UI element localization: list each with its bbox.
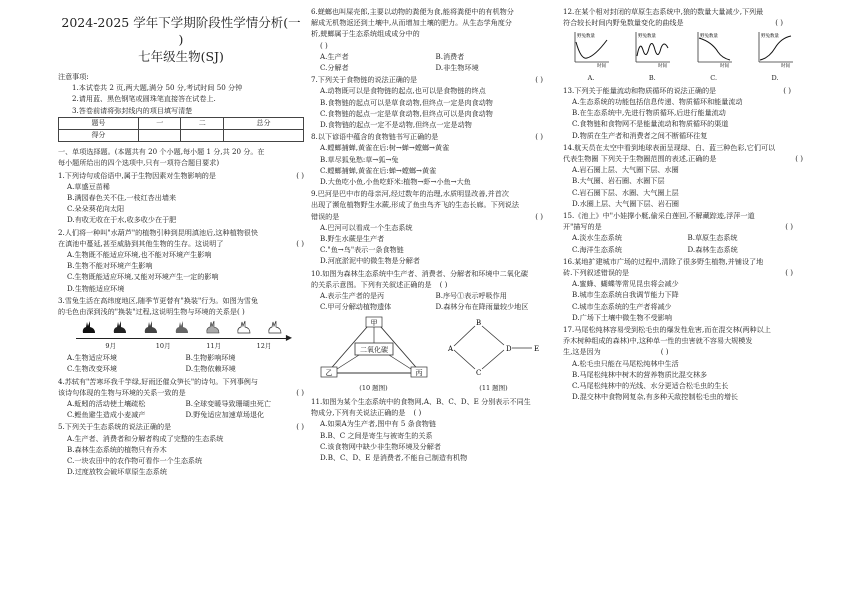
option: D.森林分布在降雨量较少地区: [435, 302, 529, 312]
note-item: 1.本试卷共 2 页,两大题,满分 50 分,考试时间 50 分钟: [72, 83, 243, 93]
graph-options: [563, 28, 803, 83]
option: A.表示生产者的是丙: [320, 291, 385, 301]
node-label: 乙: [325, 369, 332, 378]
question-9: 9.巴河是巴中市的母亲河,经过数年的治理,水质明显改善,并首次: [311, 189, 509, 199]
hare-icon: [235, 320, 253, 334]
question-15-cont: 开"描写的是 ( ): [563, 222, 793, 232]
notes-heading: 注意事项:: [58, 72, 89, 81]
question-11: 11.如图为某个生态系统中的食物网,A、B、C、D、E 分别表示不同生: [311, 396, 531, 406]
figure-caption: (10 题图): [359, 383, 388, 392]
question-17: 17.马尾松纯林容易受到松毛虫的爆发性危害,而在混交林(两种以上: [563, 325, 771, 335]
options-2col: [563, 232, 803, 254]
option: C.食物链的起点一定是草食动物,但终点可以是肉食动物: [320, 108, 493, 118]
option: A.生产者: [320, 51, 349, 61]
hare-icon: [80, 320, 98, 334]
graph-letter: C.: [710, 73, 718, 82]
question-6-cont: 析,蜣螂属于生态系统组成成分中的: [311, 29, 420, 39]
options-2col: [311, 290, 551, 312]
option: B.草尽狐兔愁:草→狐→兔: [320, 154, 399, 164]
option: A.巴河可以看成一个生态系统: [320, 222, 413, 232]
hare-icon: [111, 320, 129, 334]
question-6-cont: 解成无机物返还到土壤中,从而增加土壤的肥力。从生态学角度分: [311, 18, 512, 28]
option: D.B、C、D、E 是消费者,不能自己制造有机物: [320, 452, 468, 462]
section-heading: 一、单项选择题。(本题共有 20 个小题,每小题 1 分,共 20 分。在: [58, 147, 265, 157]
option: D.森林生态系统: [687, 244, 738, 254]
option: B.草原生态系统: [687, 233, 738, 243]
option: C.生物改变环境: [67, 364, 117, 374]
option: D.大鱼吃小鱼,小鱼吃虾米:植物→虾→小鱼→大鱼: [320, 177, 471, 187]
question-10: 10.如图为森林生态系统中生产者、消费者、分解者和环境中二氧化碳: [311, 268, 528, 278]
option: A.生产者、消费者和分解者构成了完整的生态系统: [67, 433, 224, 443]
svg-text:时间: 时间: [780, 64, 790, 69]
question-5: 5.下列关于生态系统的说法正确的是 ( ): [58, 422, 304, 432]
score-cell[interactable]: [224, 130, 304, 142]
exam-title: 2024-2025 学年下学期阶段性学情分析(一 ): [61, 15, 301, 47]
option: D.河底淤泥中的微生物是分解者: [320, 256, 420, 266]
score-header: 题号: [59, 117, 139, 129]
node-label: B: [475, 319, 481, 328]
column-2: [311, 6, 551, 463]
option: C.甲可分解动植物遗体: [320, 302, 392, 312]
curve-graph: [632, 30, 672, 68]
option: A.草盛豆苗稀: [67, 181, 110, 191]
month-label: 11月: [206, 342, 221, 351]
option: A.岩石圈上层、大气圈下层、水圈: [572, 165, 679, 175]
question-6: 6.蜣螂也叫屎壳郎,主要以动物的粪便为食,能将粪便中的有机物分: [311, 7, 514, 16]
figure-caption: (11 题图): [479, 383, 508, 392]
option: B.B、C 之间是寄生与被寄生的关系: [320, 430, 433, 440]
option: A.生物适应环境: [67, 353, 117, 363]
option: C.鲣鱼避生造成小麦减产: [67, 410, 146, 420]
option: B.在生态系统中,先进行物质循环,后进行能量流动: [572, 108, 726, 118]
figure-11: [444, 315, 544, 393]
timeline: [76, 333, 292, 351]
carbon-cycle-diagram: [319, 315, 429, 379]
question-2-cont: 在滇池中蔓延,甚至威胁到其他生物的生存。这说明了 ( ): [58, 238, 304, 248]
option: C.一块农田中的农作物可看作一个生态系统: [67, 456, 203, 466]
node-label: 丙: [415, 369, 422, 378]
option: C.海洋生态系统: [572, 244, 622, 254]
option: D.过度放牧会破坏草原生态系统: [67, 467, 167, 477]
option: A.蜜蜂、蝴蝶等常见昆虫将会减少: [572, 279, 679, 289]
hare-icon: [173, 320, 191, 334]
option: B.生物不能对环境产生影响: [67, 261, 153, 271]
option: C.螳螂捕蝉,黄雀在后:蝉→螳螂→黄雀: [320, 165, 437, 175]
month-label: 10月: [155, 342, 171, 351]
option: B.马尾松纯林中树木的营养物质比混交林多: [572, 369, 708, 379]
question-16-cont: 砖.下列叙述错误的是 ( ): [563, 268, 793, 278]
option: A.生态系统的功能包括信息传递、物质循环和能量流动: [572, 97, 743, 107]
options-2col: [311, 51, 551, 73]
option: D.广场下土壤中微生物不受影响: [572, 312, 672, 322]
question-8: 8.以下谚语中蕴含的食物链书写正确的是 ( ): [311, 132, 543, 142]
question-4: 4.苏轼有"苦寒坏我千竽绿,好雨还催众笋长"的诗句。下列事例与: [58, 376, 258, 386]
option: C.分解者: [320, 63, 349, 73]
option: C.食物链和食物网不是能量流动和物质循环的渠道: [572, 119, 729, 129]
graph-d: [755, 30, 795, 83]
answer-bracket: ( ): [320, 40, 328, 50]
option: A.螳螂捕蝉,黄雀在后:树→蝉→螳螂→黄雀: [320, 143, 450, 153]
figures-10-11: [311, 315, 551, 393]
svg-text:野兔数量: 野兔数量: [699, 34, 718, 40]
svg-text:时间: 时间: [597, 64, 606, 69]
arrow-right-icon: ▶: [285, 333, 292, 343]
question-1: 1.下列诗句或俗语中,属于生物因素对生物影响的是 ( ): [58, 170, 304, 180]
option: D.生物依赖环境: [185, 364, 236, 374]
node-label: C: [475, 369, 481, 378]
figure-10: [319, 315, 429, 393]
option: A.淡水生态系统: [572, 233, 622, 243]
graph-letter: B.: [648, 73, 656, 82]
node-label: D: [505, 345, 512, 354]
options-2col: [58, 352, 304, 374]
option: B.满园春色关不住,一枝红杏出墙来: [67, 193, 177, 203]
score-cell[interactable]: [138, 130, 181, 142]
option: A.如果A为生产者,图中有 5 条食物链: [320, 419, 436, 429]
score-header: 二: [181, 117, 224, 129]
graph-a: [571, 30, 611, 83]
graph-letter: A.: [587, 73, 595, 82]
question-14: 14.航天员在太空中看到地球表面呈现绿、白、蓝三种色彩,它们可以: [563, 142, 776, 152]
svg-text:野兔数量: 野兔数量: [638, 34, 657, 40]
hare-icon: [266, 320, 284, 334]
co2-label: 二氧化碳: [359, 346, 388, 355]
hare-figure: [58, 320, 304, 334]
option: C.生物既能适应环境,又能对环境产生一定的影响: [67, 272, 219, 282]
hare-icon: [142, 320, 160, 334]
node-label: E: [533, 345, 539, 354]
option: D.食物链的起点一定不是动物,但终点一定是动物: [320, 120, 472, 130]
question-9-cont: 错误的是 ( ): [311, 211, 543, 221]
option: C.朵朵葵花向太阳: [67, 204, 125, 214]
question-13: 13.下列关于能量流动和物质循环的说法正确的是 ( ): [563, 85, 791, 95]
option: B.大气圈、岩石圈、水圈下层: [572, 176, 665, 186]
option: C."鱼→鸟"表示一条食物链: [320, 245, 404, 255]
question-3: 3.雪兔生活在高纬度地区,随季节更替有"换装"行为。如图为雪兔: [58, 295, 258, 305]
graph-b: [632, 30, 672, 83]
option: B.生物影响环境: [185, 353, 236, 363]
score-header: 总分: [224, 117, 304, 129]
option: B.森林生态系统的植物只有乔木: [67, 444, 167, 454]
option: A.动物既可以是食物链的起点,也可以是食物链的终点: [320, 86, 486, 96]
svg-text:时间: 时间: [719, 64, 729, 69]
curve-graph: [755, 30, 795, 68]
score-row-label: 得分: [59, 130, 139, 142]
option: A.蚯蚓的活动使土壤疏松: [67, 399, 146, 409]
score-header: 一: [138, 117, 181, 129]
option: D.混交林中食物网复杂,有多种天敌控制松毛虫的增长: [572, 392, 739, 402]
section-heading-cont: 每小题所给出的四个选项中,只有一项符合题目要求): [58, 158, 220, 168]
node-label: 甲: [370, 319, 377, 328]
option: D.物质在生产者和消费者之间不断循环往复: [572, 130, 708, 140]
question-2: 2.人们将一种叫"水葫芦"的植物引种到昆明滇池后,这种植物很快: [58, 227, 258, 237]
food-web-diagram: [444, 315, 544, 379]
question-12-cont: 符合较长时间内野兔数量变化的曲线是 ( ): [563, 18, 783, 28]
question-9-cont: 出现了濒危植物野生水蕨,形成了鱼虫鸟齐飞的生态长廊。下列说法: [311, 200, 519, 210]
option: B.全球变暖导致珊瑚虫死亡: [185, 399, 271, 409]
question-14-cont: 代表生物圈 下列关于生物圈范围的表述,正确的是 ( ): [563, 154, 803, 164]
option: D.野兔适应加速草场退化: [185, 410, 265, 420]
graph-c: [694, 30, 734, 83]
curve-graph: [694, 30, 734, 68]
note-item: 3.答卷前请将弥封线内的项目填写清楚: [72, 105, 193, 115]
month-label: 9月: [105, 342, 117, 351]
option: C.岩石圈下层、水圈、大气圈上层: [572, 187, 679, 197]
option: A.生物既不能适应环境,也不能对环境产生影响: [67, 250, 212, 260]
option: D.有收无收在于水,收多收少在于肥: [67, 215, 177, 225]
question-12: 12.在某个相对封闭的草原生态系统中,狼的数量大量减少,下列最: [563, 7, 764, 16]
options-2col: [58, 398, 304, 420]
hare-icon: [204, 320, 222, 334]
option: B.序号①表示呼吸作用: [435, 291, 507, 301]
node-label: A: [447, 345, 453, 354]
option: D.水圈上层、大气圈下层、岩石圈: [572, 198, 680, 208]
svg-text:时间: 时间: [658, 64, 668, 69]
column-3: [563, 6, 803, 403]
option: B.消费者: [435, 51, 465, 61]
svg-text:野兔数量: 野兔数量: [577, 34, 595, 40]
question-17-cont: 生,这是因为 ( ): [563, 347, 669, 357]
note-item: 2.请用蓝、黑色钢笔或圆珠笔直接答在试卷上.: [72, 94, 216, 104]
question-17-cont: 乔木树种组成的森林)中,这种单一性的虫害就不容易大规模发: [563, 336, 753, 346]
question-11-cont: 物成分,下列有关说法正确的是 ( ): [311, 408, 422, 418]
option: A.松毛虫只能在马尾松纯林中生活: [572, 358, 679, 368]
option: D.非生物环境: [435, 63, 479, 73]
question-3-cont: 的毛色由深到浅的"换装"过程,这说明生物与环境的关系是( ): [58, 307, 245, 317]
column-1: [58, 6, 304, 478]
option: B.城市生态系统自我调节能力下降: [572, 290, 679, 300]
svg-text:野兔数量: 野兔数量: [760, 34, 779, 40]
question-15: 15.《池上》中"小娃撑小艇,偷采白莲回,不解藏踪迹,浮萍一道: [563, 211, 755, 221]
month-label: 12月: [256, 342, 272, 351]
score-cell[interactable]: [181, 130, 224, 142]
question-10-cont: 的关系示意图。下列有关叙述正确的是 ( ): [311, 279, 448, 289]
option: B.食物链的起点可以是草食动物,但终点一定是肉食动物: [320, 97, 493, 107]
option: C.城市生态系统的生产者将减少: [572, 301, 672, 311]
score-table: [58, 117, 304, 142]
curve-graph: [571, 30, 611, 68]
option: C.该食物网中缺少非生物环境及分解者: [320, 441, 441, 451]
exam-subtitle: 七年级生物(SJ): [138, 49, 224, 64]
question-16: 16.某地扩建城市广场的过程中,清除了很多野生植物,并铺设了地: [563, 256, 764, 266]
question-4-cont: 该诗句体现的生物与环境的关系一致的是 ( ): [58, 387, 304, 397]
question-7: 7.下列关于食物链的说法正确的是 ( ): [311, 75, 543, 85]
option: B.野生水蕨是生产者: [320, 234, 385, 244]
graph-letter: D.: [771, 73, 779, 82]
option: C.马尾松纯林中的光线、水分更适合松毛虫的生长: [572, 381, 729, 391]
option: D.生物能适应环境: [67, 283, 125, 293]
